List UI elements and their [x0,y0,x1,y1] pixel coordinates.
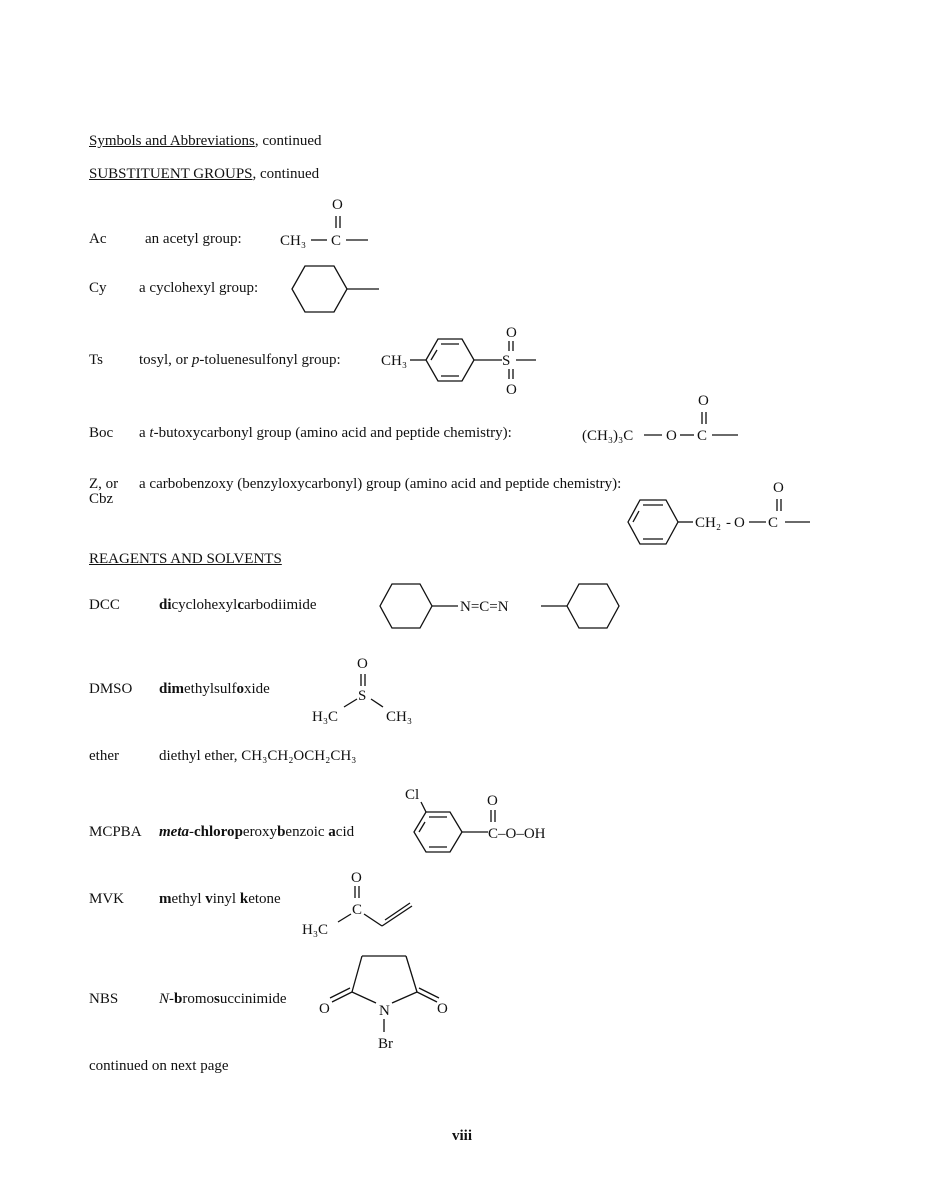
mcpba-cl: Cl [405,787,420,803]
dmso-p3: sulf [214,681,237,697]
abbr-dcc: DCC [89,597,120,613]
ac-c: C [331,233,342,249]
boc-c: C [697,428,708,444]
mvk-p5: etone [248,891,281,907]
nbs-o-left: O [319,1001,330,1017]
mcpba-p3: p [234,824,243,840]
nbs-n: N [379,1003,390,1019]
nbs-p2: b [174,991,183,1007]
boc-structure [580,390,750,450]
nbs-o-right: O [437,1001,448,1017]
mvk-h3c: H₃C [302,922,329,938]
abbr-ts: Ts [89,352,103,368]
heading-suffix: , continued [254,133,322,149]
mvk-p4: k [239,891,249,907]
ts-o-top: O [506,325,517,341]
ac-o: O [332,197,343,213]
section-heading-reagents: REAGENTS AND SOLVENTS [89,551,282,567]
nbs-structure [316,948,456,1058]
continued-note: continued on next page [89,1058,229,1074]
section-suffix: , continued [252,166,320,182]
mcpba-p8: cid [335,824,355,840]
mvk-p3: inyl [212,891,240,907]
ts-s: S [502,353,511,369]
page-heading [89,133,321,150]
dmso-ch3: CH₃ [386,709,413,725]
mvk-p1: ethyl [171,891,206,907]
desc-dmso [159,681,270,698]
heading-title: Symbols and Abbreviations [89,133,255,149]
nbs-p0: N [159,991,170,1007]
desc-cbz: a carbobenzoxy (benzyloxycarbonyl) group (amino acid and peptide chemistry): [139,476,622,492]
mvk-c: C [352,902,363,918]
dmso-p0: di [159,681,172,697]
dmso-s: S [358,688,367,704]
abbr-boc: Boc [89,425,114,441]
abbr-cbz-line1: Z, or [89,476,119,492]
page-number: viii [452,1128,473,1144]
boc-o-top: O [698,393,709,409]
mcpba-p5: b [277,824,286,840]
mcpba-structure [404,782,594,862]
tosyl-structure [378,320,548,400]
ts-desc-italic: p [191,352,200,368]
boc-desc-post: -butoxycarbonyl group (amino acid and peptide chemistry): [153,425,512,441]
cbz-ch2: CH₂ [695,515,722,531]
nbs-p3: romo [182,991,215,1007]
mcpba-p0: meta [159,824,189,840]
abbr-ether: ether [89,748,119,764]
boc-desc-italic: t [149,425,154,441]
desc-cy: a cyclohexyl group: [139,280,259,296]
cbz-dash: - [726,515,731,531]
ts-desc-pre: tosyl, or [139,352,192,368]
desc-ether: diethyl ether, CH₃CH₂OCH₂CH₃ [159,748,357,764]
cbz-o: O [734,515,745,531]
abbr-ac: Ac [89,231,107,247]
mcpba-p6: enzoic [285,824,329,840]
mvk-p0: m [159,891,172,907]
ts-o-bottom: O [506,382,517,398]
mvk-p2: v [205,891,213,907]
cbz-c: C [768,515,779,531]
dcc-p2: c [237,597,244,613]
dmso-structure [310,650,430,730]
dcc-p1: cyclohexyl [171,597,238,613]
dmso-p5: xide [244,681,270,697]
acetyl-structure [270,190,390,250]
nbs-p1: - [169,991,175,1007]
mcpba-o-top: O [487,793,498,809]
dcc-p3: arbodiimide [244,597,317,613]
desc-mvk [159,891,281,908]
nbs-p4: s [214,991,220,1007]
dmso-o: O [357,656,368,672]
section-title: SUBSTITUENT GROUPS [89,166,253,182]
boc-desc-pre: a [139,425,150,441]
abbr-mvk: MVK [89,891,125,907]
abbr-cbz-line2: Cbz [89,491,114,507]
mcpba-p7: a [328,824,336,840]
abbr-mcpba: MCPBA [89,824,142,840]
desc-boc [139,425,512,442]
desc-nbs [159,991,287,1008]
abbr-cy: Cy [89,280,107,296]
nbs-br: Br [378,1036,393,1052]
mvk-o: O [351,870,362,886]
boc-tbu: (CH₃)₃C [582,428,634,444]
desc-mcpba [159,824,354,841]
mcpba-cooh: C–O–OH [488,826,546,842]
desc-ts [139,352,341,369]
mcpba-p4: eroxy [242,824,278,840]
ts-desc-post: -toluenesulfonyl group: [199,352,341,368]
mvk-structure [300,862,430,942]
dcc-ncn: N=C=N [460,599,509,615]
desc-ac: an acetyl group: [145,231,242,247]
desc-dcc [159,597,316,614]
abbr-cbz [89,477,118,507]
dmso-p2: ethyl [184,681,215,697]
section-heading-substituents [89,166,319,183]
mcpba-p2: chloro [194,824,235,840]
dmso-h3c: H₃C [312,709,339,725]
abbr-nbs: NBS [89,991,119,1007]
dmso-p4: o [236,681,245,697]
cbz-structure [625,475,825,551]
ac-ch3: CH₃ [280,233,307,249]
cbz-o-top: O [773,480,784,496]
boc-o: O [666,428,677,444]
cyclohexyl-structure [286,262,386,318]
dcc-structure [378,580,628,635]
ts-ch3: CH₃ [381,353,408,369]
dmso-p1: m [171,681,185,697]
mcpba-p1: - [189,824,194,840]
abbr-dmso: DMSO [89,681,133,697]
nbs-p5: uccinimide [219,991,287,1007]
dcc-p0: di [159,597,172,613]
